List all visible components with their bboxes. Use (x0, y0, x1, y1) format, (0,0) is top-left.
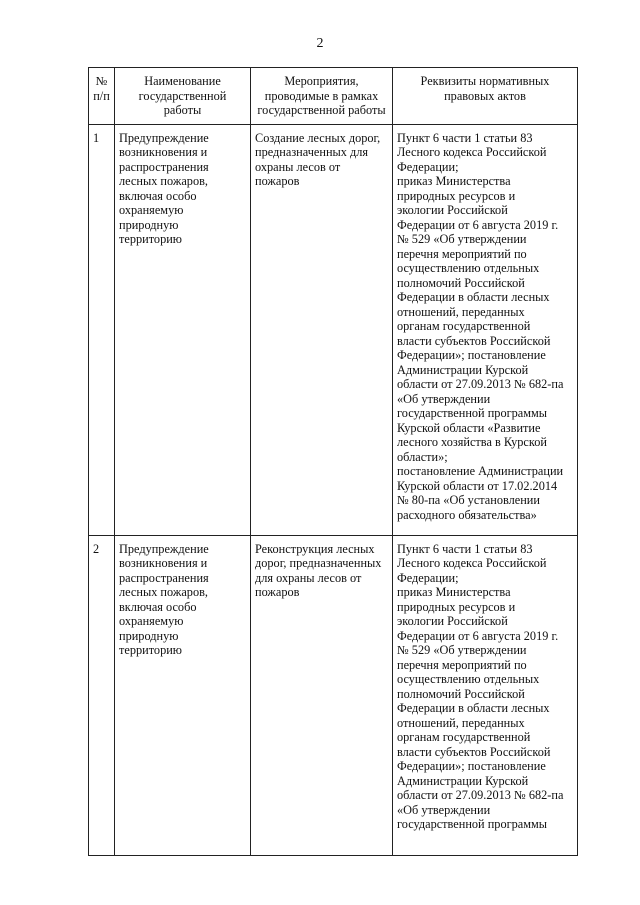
row-number: 2 (89, 535, 115, 855)
row-measures: Реконструкция лесных дорог, предназначенных для охраны лесов от пожаров (251, 535, 393, 855)
row-work-name: Предупреждение возникновения и распространения лесных пожаров, включая особо охраняемую природную территорию (115, 535, 251, 855)
header-work-name: Наименование государственной работы (115, 68, 251, 125)
table-row (89, 535, 578, 855)
row-legal-acts: Пункт 6 части 1 статьи 83 Лесного кодекса Российской Федерации; приказ Министерства природных ресурсов и экологии Российской Федерации от 6 августа 2019 г. № 529 «Об утверждении перечня мероприятий по осуществлению отдельных полномочий Российской Федерации в области лесных отношений, переданных органам государственной власти субъектов Российской Федерации»; постановление Администрации Курской области от 27.09.2013 № 682-па «Об утверждении государственной программы Курской области «Развитие лесного хозяйства в Курской области»; постановление Администрации Курской области от 17.02.2014 № 80-па «Об установлении расходного обязательства» (393, 124, 578, 535)
header-legal-acts: Реквизиты нормативных правовых актов (393, 68, 578, 125)
row-measures: Создание лесных дорог, предназначенных для охраны лесов от пожаров (251, 124, 393, 535)
row-work-name: Предупреждение возникновения и распространения лесных пожаров, включая особо охраняемую природную территорию (115, 124, 251, 535)
header-measures: Мероприятия, проводимые в рамках государственной работы (251, 68, 393, 125)
table-header-row (89, 68, 578, 125)
header-number: № п/п (89, 68, 115, 125)
row-number: 1 (89, 124, 115, 535)
page-number: 2 (316, 36, 324, 51)
acts-table (88, 67, 578, 856)
row-legal-acts: Пункт 6 части 1 статьи 83 Лесного кодекса Российской Федерации; приказ Министерства природных ресурсов и экологии Российской Федерации от 6 августа 2019 г. № 529 «Об утверждении перечня мероприятий по осуществлению отдельных полномочий Российской Федерации в области лесных отношений, переданных органам государственной власти субъектов Российской Федерации»; постановление Администрации Курской области от 27.09.2013 № 682-па «Об утверждении государственной программы (393, 535, 578, 855)
table-row (89, 124, 578, 535)
